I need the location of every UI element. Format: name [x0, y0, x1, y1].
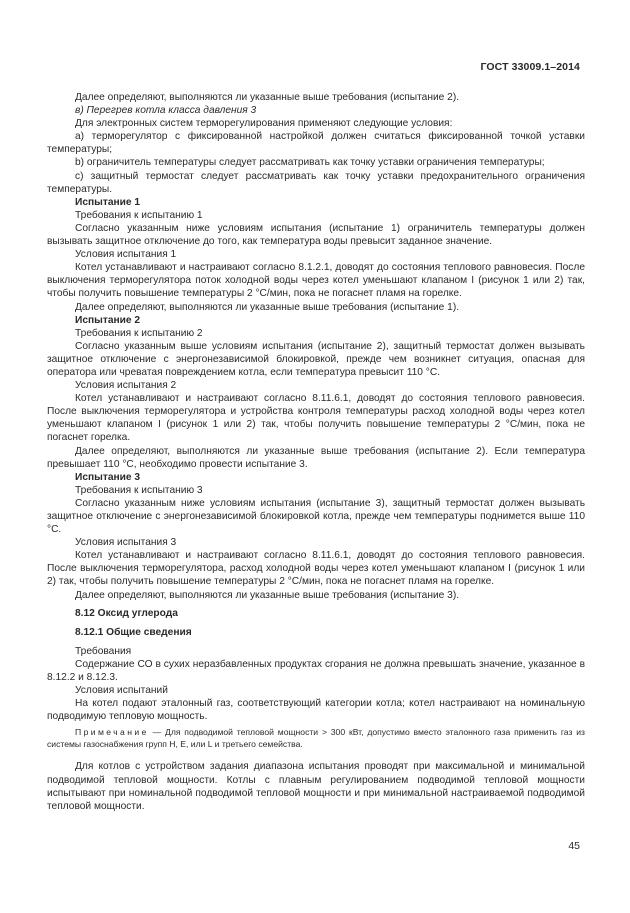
- standard-header: ГОСТ 33009.1–2014: [480, 61, 580, 73]
- subsection-heading: 8.12.1 Общие сведения: [75, 626, 192, 638]
- list-item: b) ограничитель температуры следует рассматривать как точку уставки ограничения температуры;: [75, 157, 545, 169]
- paragraph: Котел устанавливают и настраивают согласно 8.11.6.1, доводят до состояния теплового равновесия. После выключения терморегулятора и устройства контроля температуры расход холодной воды через котел уменьшают клапаном I (рисунок 1 или 2) так, чтобы получить повышение температуры 2 °С/мин, пока не погаснет горелка.: [47, 393, 585, 444]
- document-body: [47, 91, 585, 813]
- paragraph: Условия испытания 2: [75, 380, 177, 392]
- paragraph: Котел устанавливают и настраивают согласно 8.11.6.1, доводят до состояния теплового равновесия. После выключения терморегулятора, расход холодной воды через котел уменьшают клапаном I (рисунок 1 или 2) так, чтобы получить повышение температуры 2 °С/мин, пока не погаснет пламя на горелке.: [47, 550, 585, 588]
- subsection-title: в) Перегрев котла класса давления 3: [75, 105, 257, 117]
- paragraph: Согласно указанным выше условиям испытания (испытание 2), защитный термостат должен вызывать защитное отключение с энергонезависимой блокировкой, прежде чем возникнет ситуация, опасная для оператора или чреватая повреждением котла, если температура превысит 110 °С.: [47, 340, 585, 378]
- paragraph: Согласно указанным ниже условиям испытания (испытание 1) ограничитель температуры должен вызывать защитное отключение до того, как температура воды превысит заданное значение.: [47, 222, 585, 248]
- section-heading: 8.12 Оксид углерода: [75, 607, 178, 619]
- paragraph: Для котлов с устройством задания диапазона испытания проводят при максимальной и минимальной подводимой тепловой мощности. Котлы с плавным регулированием подводимой тепловой мощности испытывают при номинальной подводимой тепловой мощности и при минимальной настраиваемой подводимой тепловой мощности.: [47, 761, 585, 812]
- paragraph: На котел подают эталонный газ, соответствующий категории котла; котел настраивают на номинальную подводимую тепловую мощность.: [47, 698, 585, 723]
- page-number: 45: [568, 840, 580, 852]
- list-item: с) защитный термостат следует рассматривать как точку уставки предохранительного ограничения температуры.: [47, 170, 585, 195]
- paragraph: Условия испытания 1: [75, 249, 177, 261]
- note-text: — Для подводимой тепловой мощности > 300 кВт, допустимо вместо эталонного газа применить газ из системы газоснабжения групп Н, Е, или L и третьего семейства.: [47, 727, 585, 750]
- test-heading: Испытание 3: [75, 471, 141, 483]
- paragraph: Условия испытания 3: [75, 537, 177, 549]
- list-item: а) терморегулятор с фиксированной настройкой должен считаться фиксированной точкой уставки температуры;: [47, 131, 585, 156]
- paragraph: Условия испытаний: [75, 685, 168, 697]
- paragraph: Требования к испытанию 1: [75, 209, 203, 221]
- paragraph: Далее определяют, выполняются ли указанные выше требования (испытание 2). Если температура превышает 110 °С, необходимо провести испытание 3.: [47, 445, 585, 470]
- paragraph: Требования: [75, 645, 132, 657]
- paragraph: Котел устанавливают и настраивают согласно 8.1.2.1, доводят до состояния теплового равновесия. После выключения терморегулятора поток холодной воды через котел уменьшают клапаном I (рисунок 1 или 2) так, чтобы получить повышение температуры 2 °С/мин, пока не погаснет пламя на горелке.: [47, 262, 585, 300]
- paragraph: Далее определяют, выполняются ли указанные выше требования (испытание 1).: [75, 301, 460, 313]
- paragraph: Согласно указанным ниже условиям испытания (испытание 3), защитный термостат должен вызывать защитное отключение с энергонезависимой блокировкой котла, прежде чем температуры поднимется выше 110 °С.: [47, 497, 585, 536]
- paragraph: Для электронных систем терморегулирования применяют следующие условия:: [75, 118, 453, 130]
- paragraph: Требования к испытанию 2: [75, 327, 203, 339]
- test-heading: Испытание 1: [75, 196, 141, 208]
- paragraph: Далее определяют, выполняются ли указанные выше требования (испытание 2).: [75, 92, 460, 103]
- paragraph: Требования к испытанию 3: [75, 484, 203, 496]
- paragraph: Далее определяют, выполняются ли указанные выше требования (испытание 3).: [75, 589, 460, 601]
- note: [47, 726, 585, 750]
- test-heading: Испытание 2: [75, 314, 141, 326]
- note-label: Примечание: [75, 727, 149, 738]
- paragraph: Содержание СО в сухих неразбавленных продуктах сгорания не должна превышать значение, указанное в 8.12.2 и 8.12.3.: [47, 658, 585, 684]
